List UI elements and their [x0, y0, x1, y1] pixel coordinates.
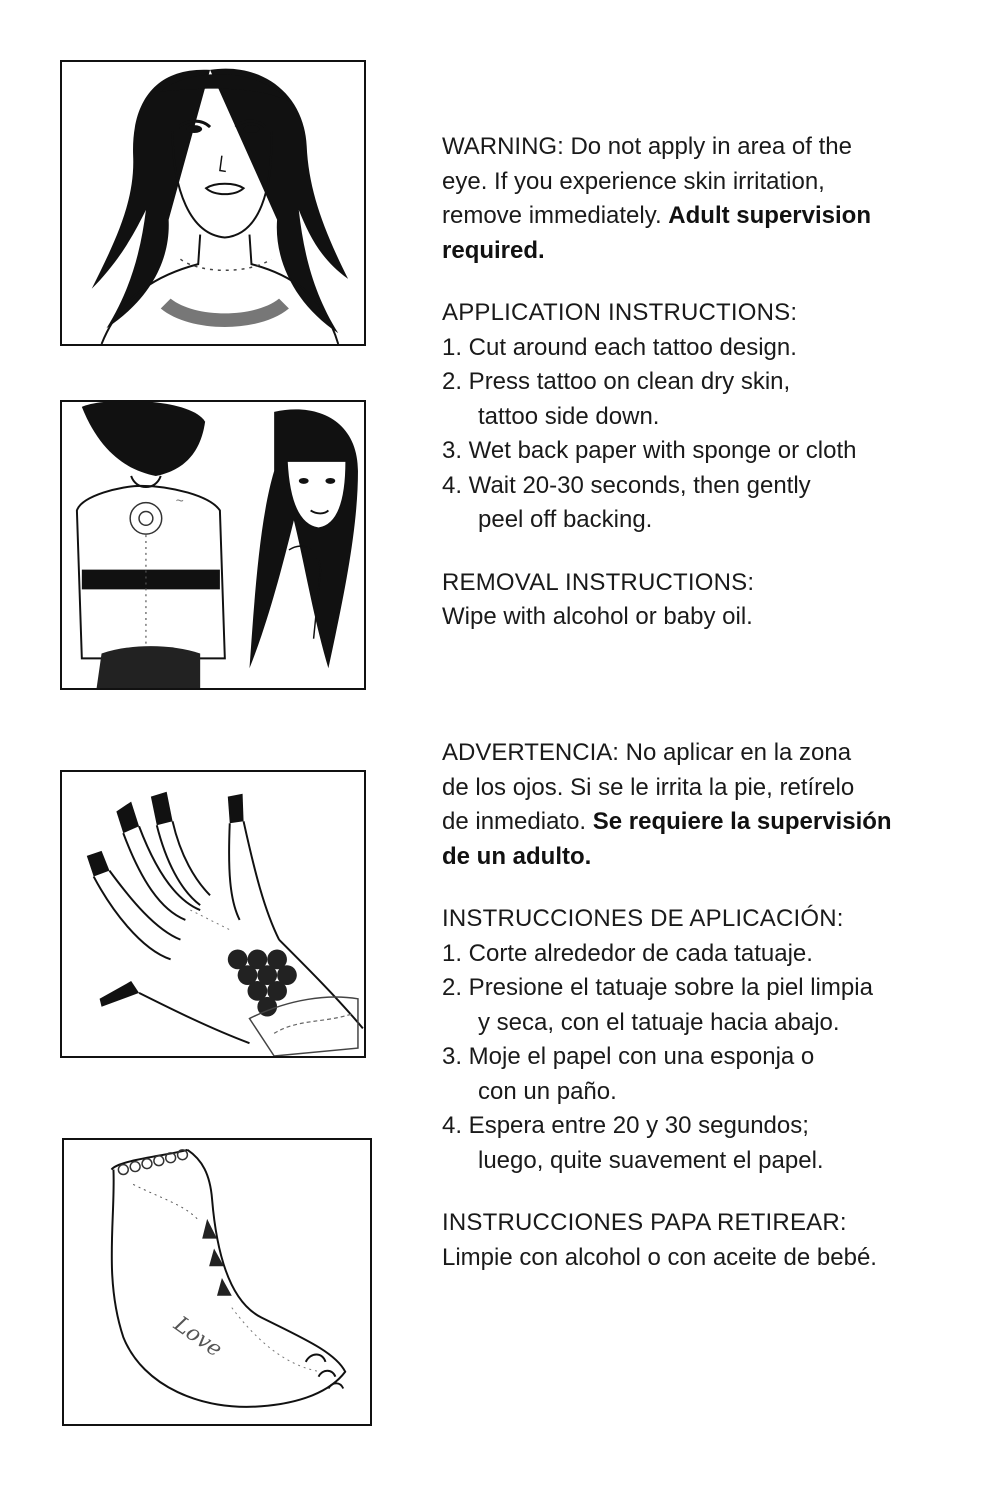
woman-face-necklace-illustration	[60, 60, 366, 346]
svg-text:~: ~	[175, 493, 184, 509]
spanish-instructions	[442, 736, 982, 1275]
advertencia-label: ADVERTENCIA:	[442, 739, 619, 766]
step-2-cont: tattoo side down.	[478, 402, 660, 430]
retirar-title: INSTRUCCIONES PAPA RETIREAR:	[442, 1209, 847, 1236]
removal-title: REMOVAL INSTRUCTIONS:	[442, 568, 755, 596]
step-4-cont: peel off backing.	[478, 506, 653, 533]
warning-text-1: Do not apply in area of the	[570, 133, 852, 160]
paso-3: 3. Moje el papel con una esponja o	[442, 1043, 815, 1070]
step-2: 2. Press tattoo on clean dry skin,	[442, 368, 791, 395]
advertencia-line-3	[442, 805, 982, 840]
love-script-text: Love	[169, 1311, 227, 1363]
supervision-text: Se requiere la supervisión	[592, 808, 892, 835]
warning-line-2: eye. If you experience skin irritation,	[442, 167, 825, 195]
advertencia-line-4	[442, 840, 982, 875]
warning-label: WARNING:	[442, 133, 564, 160]
foot-tattoo-illustration	[62, 1138, 372, 1426]
step-4: 4. Wait 20-30 seconds, then gently	[442, 471, 811, 499]
paso-2: 2. Presione el tatuaje sobre la piel limpia	[442, 974, 873, 1001]
warning-line-3	[442, 199, 982, 234]
woman-back-tattoo-illustration	[60, 400, 366, 690]
advertencia-text-3: de inmediato.	[442, 808, 587, 835]
removal-text: Wipe with alcohol or baby oil.	[442, 603, 753, 630]
paso-2-cont: y seca, con el tatuaje hacia abajo.	[478, 1008, 840, 1036]
aplicacion-title: INSTRUCCIONES DE APLICACIÓN:	[442, 905, 844, 932]
step-3: 3. Wet back paper with sponge or cloth	[442, 437, 857, 464]
advertencia-line-1	[442, 736, 982, 771]
warning-line-4	[442, 234, 982, 269]
paso-3-cont: con un paño.	[478, 1077, 617, 1105]
adulto-text: de un adulto.	[442, 842, 592, 870]
paso-1: 1. Corte alrededor de cada tatuaje.	[442, 939, 813, 967]
advertencia-line-2: de los ojos. Si se le irrita la pie, retírelo	[442, 773, 855, 801]
paso-4-cont: luego, quite suavement el papel.	[478, 1146, 824, 1174]
advertencia-text-1: No aplicar en la zona	[625, 739, 852, 766]
retirar-text: Limpie con alcohol o con aceite de bebé.	[442, 1243, 877, 1271]
warning-text-3: remove immediately.	[442, 202, 662, 229]
paso-4: 4. Espera entre 20 y 30 segundos;	[442, 1112, 809, 1139]
english-instructions	[442, 130, 982, 635]
adult-supervision-text: Adult supervision	[668, 202, 871, 229]
application-title: APPLICATION INSTRUCTIONS:	[442, 299, 798, 326]
step-1: 1. Cut around each tattoo design.	[442, 333, 797, 361]
required-text: required.	[442, 236, 545, 264]
hand-tattoo-illustration	[60, 770, 366, 1058]
warning-line-1	[442, 130, 982, 165]
